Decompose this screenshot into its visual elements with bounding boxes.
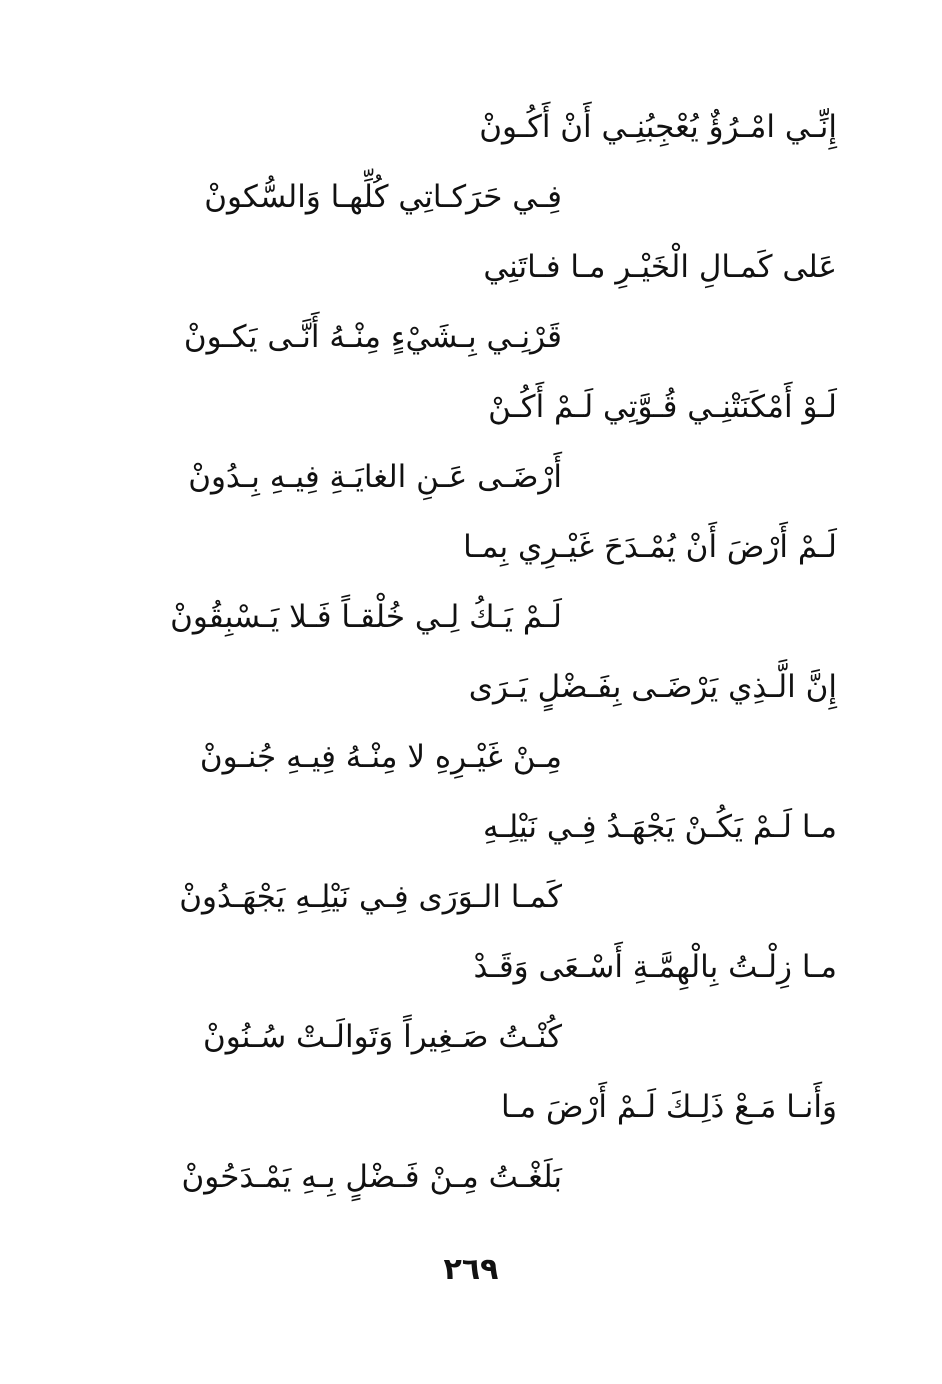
- verse-6-second-hemistich: كَمـا الـوَرَى فِـي نَيْلِـهِ يَجْهَـدُونْ: [179, 879, 562, 915]
- page-number: ٢٦٩: [443, 1252, 499, 1287]
- verse-7-first-hemistich: مـا زِلْـتُ بِالْهِمَّـةِ أَسْـعَى وَقَـدْ: [473, 949, 837, 985]
- verse-4-second-hemistich: لَـمْ يَـكُ لِـي خُلْقـاً فَـلا يَـسْبِقُونْ: [170, 599, 562, 635]
- verse-2-second-hemistich: قَرْنِـي بِـشَيْءٍ مِنْـهُ أَنَّـى يَكـونْ: [183, 319, 562, 355]
- verse-5-second-hemistich: مِـنْ غَيْـرِهِ لا مِنْـهُ فِيـهِ جُنـونْ: [199, 739, 562, 775]
- verse-1-first-hemistich: إِنِّـي امْـرُؤٌ يُعْجِبُنِـي أَنْ أَكُـونْ: [479, 109, 837, 145]
- verse-7-second-hemistich: كُنْـتُ صَـغِيراً وَتَوالَـتْ سُـنُونْ: [202, 1019, 562, 1055]
- verse-2-first-hemistich: عَلى كَمـالِ الْخَيْـرِ مـا فـاتَنِي: [483, 249, 837, 285]
- verse-5-first-hemistich: إِنَّ الَّـذِي يَرْضَـى بِفَـضْلٍ يَـرَى: [468, 669, 837, 705]
- verse-8-first-hemistich: وَأَنـا مَـعْ ذَلِـكَ لَـمْ أَرْضَ مـا: [500, 1089, 837, 1125]
- verse-1-second-hemistich: فِـي حَرَكـاتِي كُلِّهـا وَالسُّكونْ: [204, 179, 562, 215]
- verse-6-first-hemistich: مـا لَـمْ يَكُـنْ يَجْهَـدُ فِـي نَيْلِـهِ: [483, 809, 837, 845]
- verse-3-first-hemistich: لَـوْ أَمْكَنَتْنِـي قُـوَّتِي لَـمْ أَكُـنْ: [488, 389, 837, 425]
- verse-8-second-hemistich: بَلَغْـتُ مِـنْ فَـضْلٍ بِـهِ يَمْـدَحُونْ: [181, 1159, 562, 1195]
- verse-4-first-hemistich: لَـمْ أَرْضَ أَنْ يُمْـدَحَ غَيْـرِي بِمـا: [463, 529, 837, 565]
- verse-3-second-hemistich: أَرْضَـى عَـنِ الغايَـةِ فِيـهِ بِـدُونْ: [188, 459, 562, 495]
